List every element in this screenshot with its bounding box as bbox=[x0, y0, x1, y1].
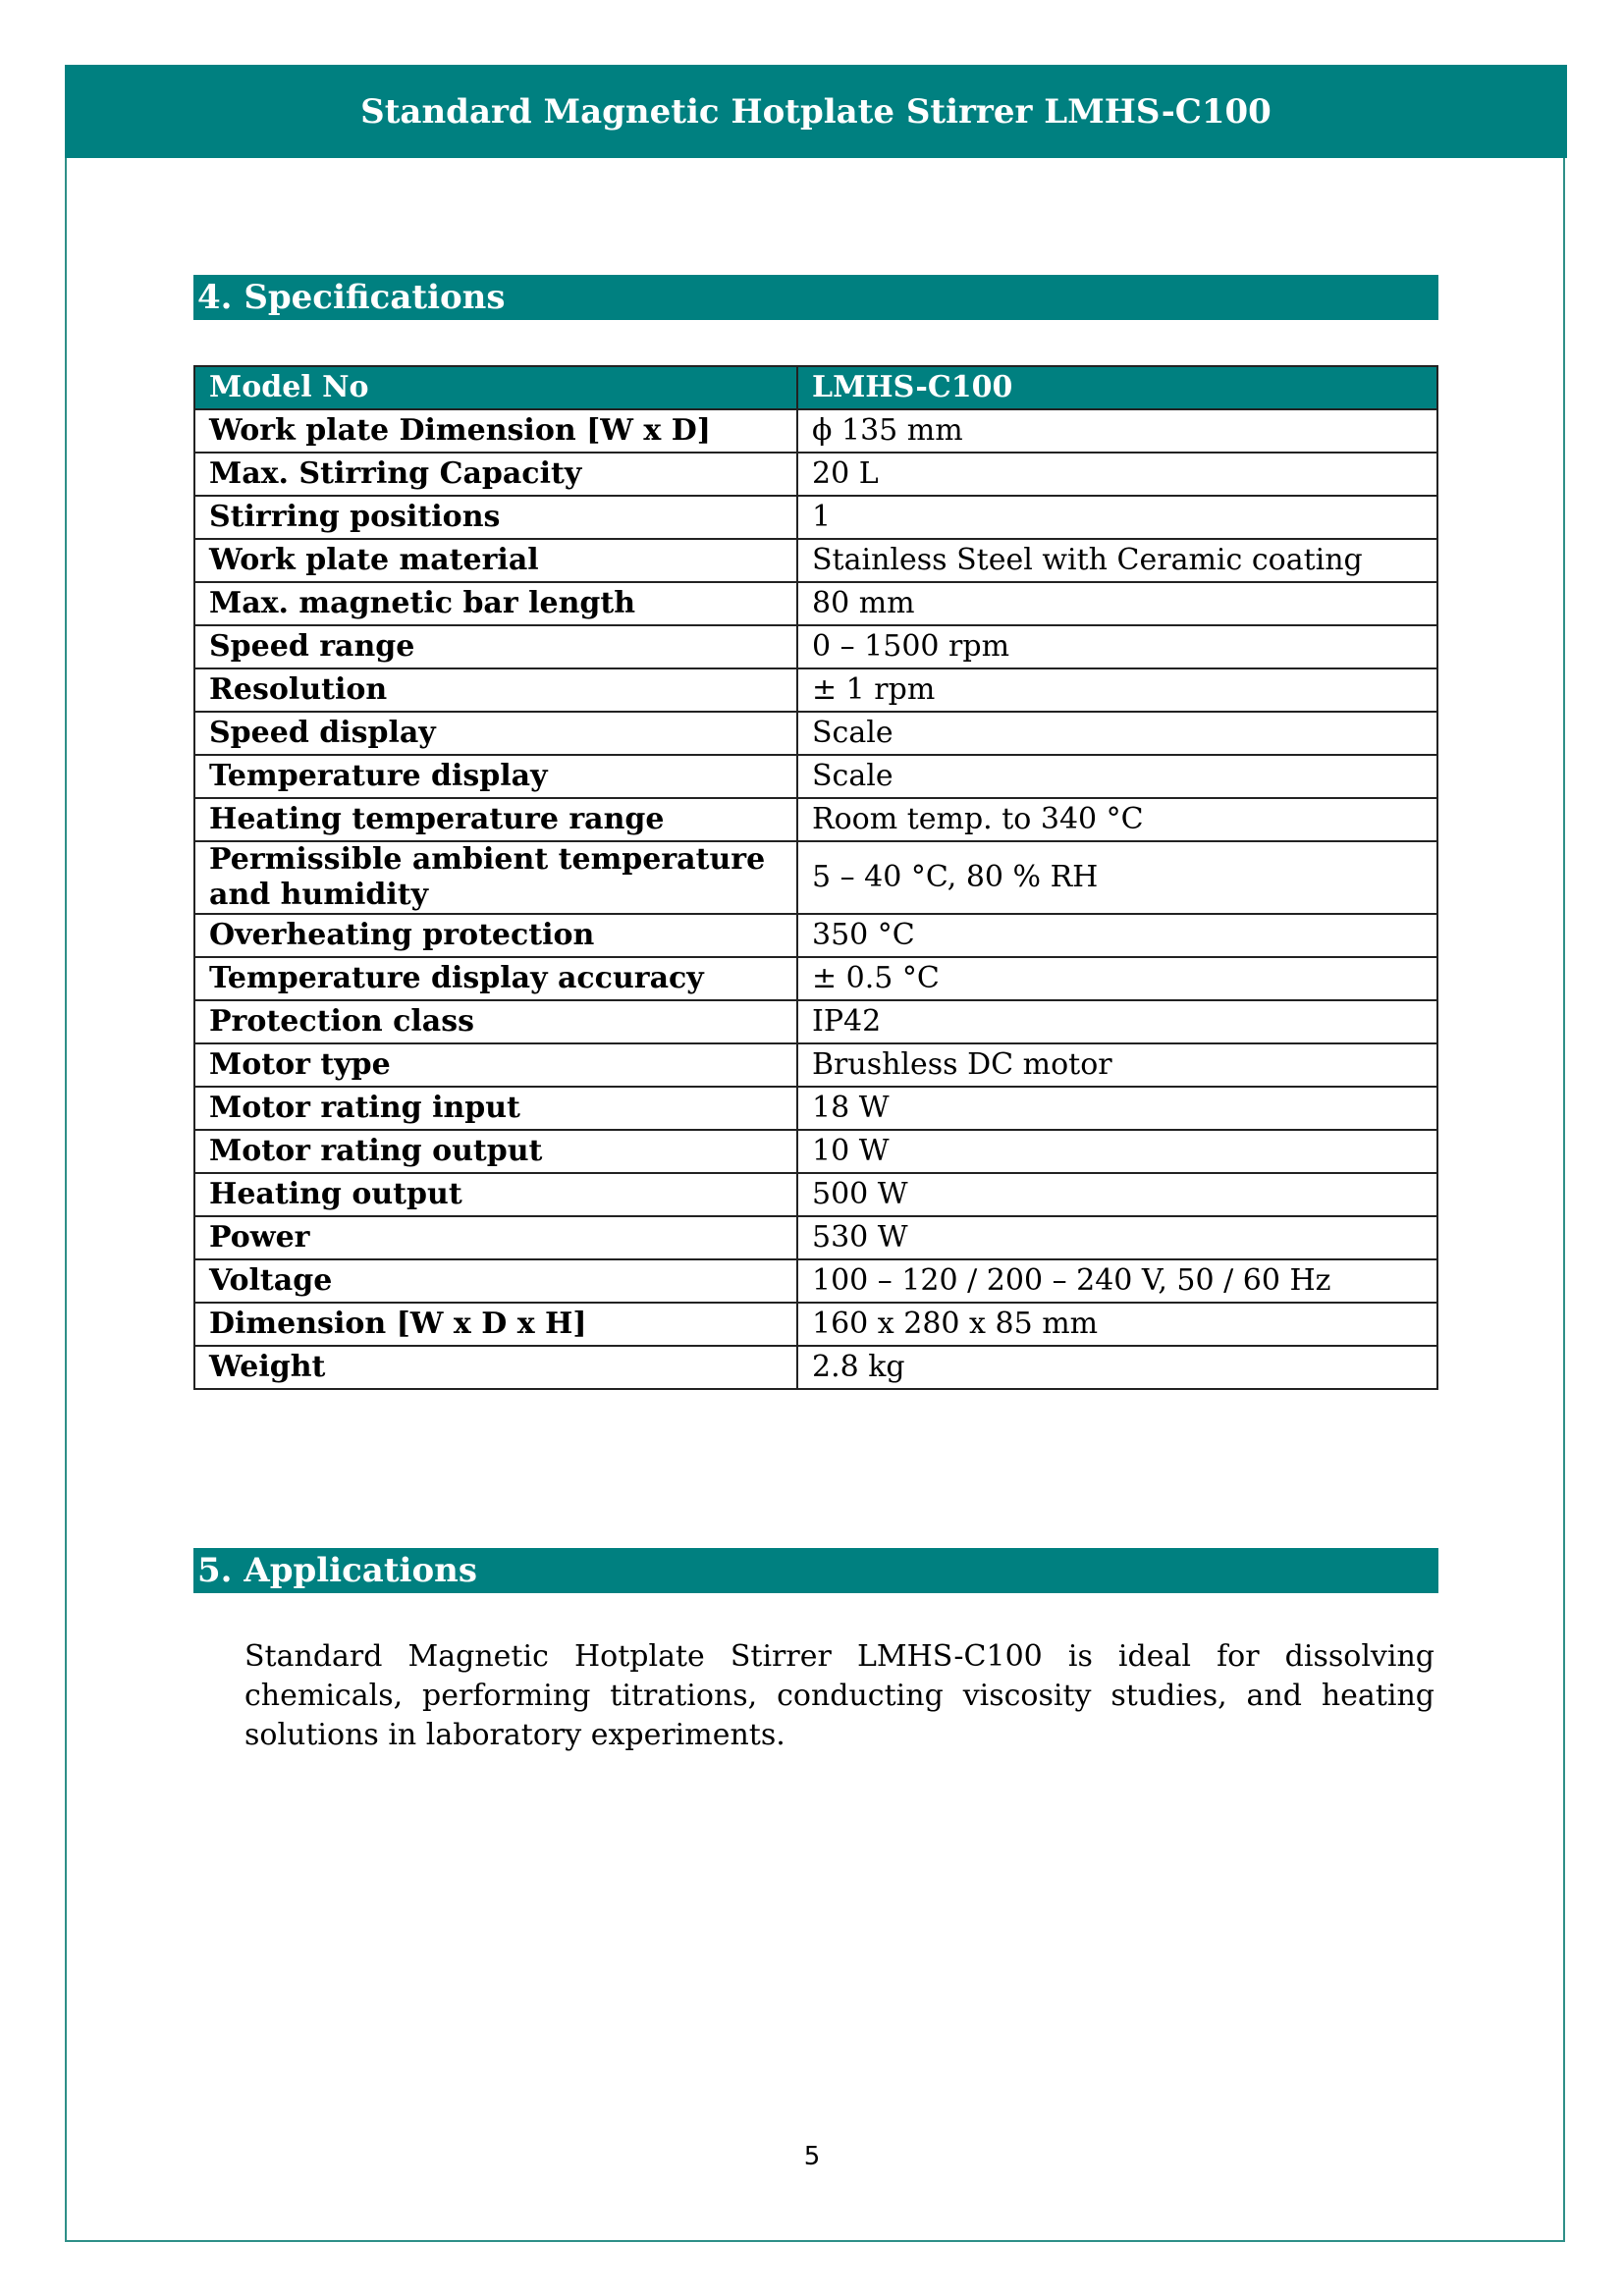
spec-name-cell: Temperature display accuracy bbox=[194, 957, 797, 1000]
table-row bbox=[194, 453, 1437, 496]
spec-value-cell: ϕ 135 mm bbox=[797, 409, 1437, 453]
table-row bbox=[194, 625, 1437, 668]
applications-paragraph: Standard Magnetic Hotplate Stirrer LMHS-C100 is ideal for dissolving chemicals, performing titrations, conducting viscosity studies, and heating solutions in laboratory experiments. bbox=[244, 1639, 1435, 1752]
spec-value-cell: 530 W bbox=[797, 1216, 1437, 1259]
table-row bbox=[194, 1087, 1437, 1130]
spec-name-cell: Protection class bbox=[194, 1000, 797, 1043]
table-row bbox=[194, 1259, 1437, 1303]
spec-value-cell: Room temp. to 340 °C bbox=[797, 798, 1437, 841]
spec-name-cell: Max. Stirring Capacity bbox=[194, 453, 797, 496]
table-row bbox=[194, 1043, 1437, 1087]
spec-name-cell: Temperature display bbox=[194, 755, 797, 798]
spec-name-cell: Permissible ambient temperature and humidity bbox=[194, 841, 797, 914]
spec-name-cell: Max. magnetic bar length bbox=[194, 582, 797, 625]
spec-value-cell: 18 W bbox=[797, 1087, 1437, 1130]
spec-name-cell: Power bbox=[194, 1216, 797, 1259]
table-row bbox=[194, 841, 1437, 914]
table-row bbox=[194, 914, 1437, 957]
spec-value-cell: 0 – 1500 rpm bbox=[797, 625, 1437, 668]
table-row bbox=[194, 1173, 1437, 1216]
spec-value-cell: Stainless Steel with Ceramic coating bbox=[797, 539, 1437, 582]
document-title-banner bbox=[65, 65, 1567, 158]
spec-name-cell: Heating output bbox=[194, 1173, 797, 1216]
spec-name-cell: Motor rating input bbox=[194, 1087, 797, 1130]
spec-name-cell: Speed display bbox=[194, 712, 797, 755]
spec-value-cell: Brushless DC motor bbox=[797, 1043, 1437, 1087]
table-row bbox=[194, 668, 1437, 712]
spec-value-cell: Scale bbox=[797, 755, 1437, 798]
spec-value-cell: IP42 bbox=[797, 1000, 1437, 1043]
page-number: 5 bbox=[803, 2142, 821, 2171]
table-row bbox=[194, 712, 1437, 755]
table-header-cell: LMHS-C100 bbox=[797, 366, 1437, 409]
table-row bbox=[194, 496, 1437, 539]
table-row bbox=[194, 1216, 1437, 1259]
table-row bbox=[194, 539, 1437, 582]
spec-value-cell: 20 L bbox=[797, 453, 1437, 496]
spec-name-cell: Motor rating output bbox=[194, 1130, 797, 1173]
spec-name-cell: Weight bbox=[194, 1346, 797, 1389]
spec-name-cell: Work plate material bbox=[194, 539, 797, 582]
applications-heading-text: 5. Applications bbox=[197, 1551, 477, 1590]
table-header-cell: Model No bbox=[194, 366, 797, 409]
spec-value-cell: 500 W bbox=[797, 1173, 1437, 1216]
specifications-table bbox=[193, 365, 1438, 1390]
table-row bbox=[194, 1130, 1437, 1173]
spec-value-cell: ± 1 rpm bbox=[797, 668, 1437, 712]
table-row bbox=[194, 1346, 1437, 1389]
applications-heading bbox=[193, 1548, 1438, 1593]
spec-name-cell: Overheating protection bbox=[194, 914, 797, 957]
table-row bbox=[194, 1000, 1437, 1043]
spec-value-cell: 10 W bbox=[797, 1130, 1437, 1173]
table-row bbox=[194, 755, 1437, 798]
spec-value-cell: 350 °C bbox=[797, 914, 1437, 957]
spec-value-cell: ± 0.5 °C bbox=[797, 957, 1437, 1000]
spec-name-cell: Dimension [W x D x H] bbox=[194, 1303, 797, 1346]
spec-name-cell: Resolution bbox=[194, 668, 797, 712]
specifications-heading bbox=[193, 275, 1438, 320]
specifications-heading-text: 4. Specifications bbox=[197, 278, 506, 317]
spec-value-cell: 80 mm bbox=[797, 582, 1437, 625]
table-row bbox=[194, 1303, 1437, 1346]
spec-value-cell: 160 x 280 x 85 mm bbox=[797, 1303, 1437, 1346]
spec-name-cell: Work plate Dimension [W x D] bbox=[194, 409, 797, 453]
spec-name-cell: Heating temperature range bbox=[194, 798, 797, 841]
table-row bbox=[194, 582, 1437, 625]
table-row bbox=[194, 409, 1437, 453]
spec-name-cell: Speed range bbox=[194, 625, 797, 668]
spec-value-cell: 2.8 kg bbox=[797, 1346, 1437, 1389]
spec-value-cell: 100 – 120 / 200 – 240 V, 50 / 60 Hz bbox=[797, 1259, 1437, 1303]
spec-value-cell: 5 – 40 °C, 80 % RH bbox=[797, 841, 1437, 914]
spec-value-cell: Scale bbox=[797, 712, 1437, 755]
table-row bbox=[194, 957, 1437, 1000]
spec-name-cell: Stirring positions bbox=[194, 496, 797, 539]
spec-value-cell: 1 bbox=[797, 496, 1437, 539]
table-header-row bbox=[194, 366, 1437, 409]
spec-name-cell: Motor type bbox=[194, 1043, 797, 1087]
document-title: Standard Magnetic Hotplate Stirrer LMHS-C100 bbox=[360, 91, 1272, 132]
specifications-table-body bbox=[194, 409, 1437, 1389]
table-row bbox=[194, 798, 1437, 841]
spec-name-cell: Voltage bbox=[194, 1259, 797, 1303]
